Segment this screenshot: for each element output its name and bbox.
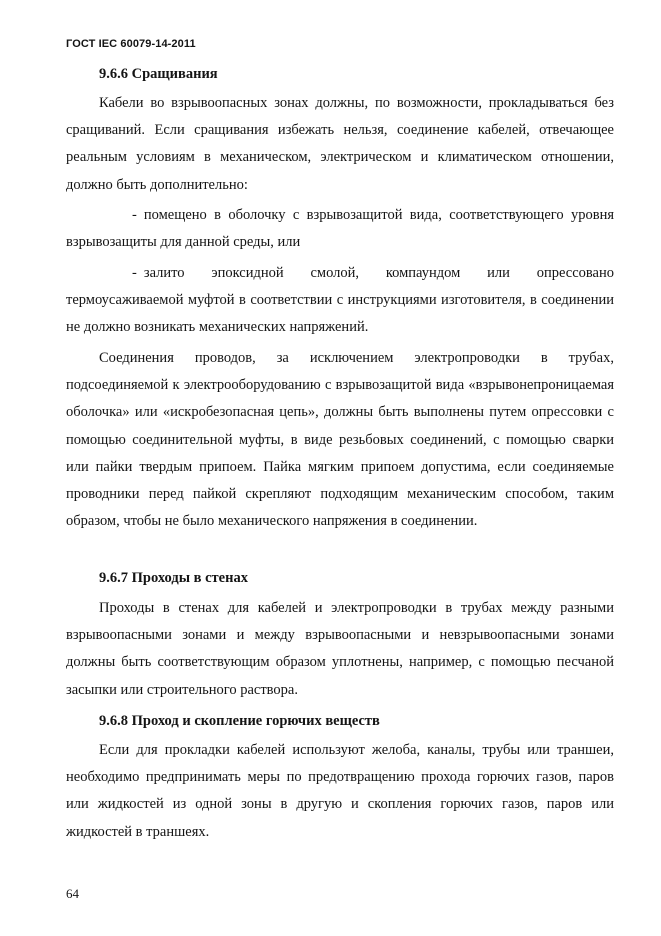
list-item-text: залито эпоксидной смолой, компаундом или опрессовано термоусаживаемой муфтой в соответствии с инструкциями изготовителя, в соединении не должно возникать механических напряжений. — [66, 265, 614, 336]
section-9-6-6-paragraph-1: Кабели во взрывоопасных зонах должны, по возможности, прокладываться без сращиваний. Если сращивания избежать нельзя, соединение кабелей, отвечающее реальным условиям в механическом, электрическом и климатическом отношении, должно быть дополнительно: — [66, 95, 614, 193]
section-9-6-6-list-item-2 — [66, 260, 614, 342]
list-dash: - — [132, 207, 137, 223]
section-9-6-6-title: 9.6.6 Сращивания — [99, 66, 218, 82]
section-9-6-8-title: 9.6.8 Проход и скопление горючих веществ — [99, 713, 380, 729]
section-9-6-8-paragraph-1: Если для прокладки кабелей используют желоба, каналы, трубы или траншеи, необходимо предпринимать меры по предотвращению прохода горючих газов, паров или жидкостей из одной зоны в другую и скопления горючих газов, паров или жидкостей в траншеях. — [66, 742, 614, 840]
list-item-text: помещено в оболочку с взрывозащитой вида, соответствующего уровня взрывозащиты для данной среды, или — [66, 207, 614, 251]
list-dash: - — [132, 265, 137, 281]
page-number: 64 — [66, 886, 79, 901]
section-9-6-7-paragraph-1: Проходы в стенах для кабелей и электропроводки в трубах между разными взрывоопасными зонами и между взрывоопасными и невзрывоопасными зонами должны быть соответствующим образом уплотнены, например, с помощью песчаной засыпки или строительного раствора. — [66, 600, 614, 698]
section-9-6-6-paragraph-2: Соединения проводов, за исключением электропроводки в трубах, подсоединяемой к электрооборудованию с взрывозащитой вида «взрывонепроницаемая оболочка» или «искробезопасная цепь», должны быть выполнены путем опрессовки с помощью соединительной муфты, в виде резьбовых соединений, с помощью сварки или пайки твердым припоем. Пайка мягким припоем допустима, если соединяемые проводники перед пайкой скрепляют подходящим механическим способом, таким образом, чтобы не было механического напряжения в соединении. — [66, 350, 614, 530]
document-code: ГОСТ IEC 60079-14-2011 — [66, 38, 196, 50]
section-9-6-6-list-item-1 — [66, 202, 614, 256]
section-9-6-7-title: 9.6.7 Проходы в стенах — [99, 570, 248, 586]
